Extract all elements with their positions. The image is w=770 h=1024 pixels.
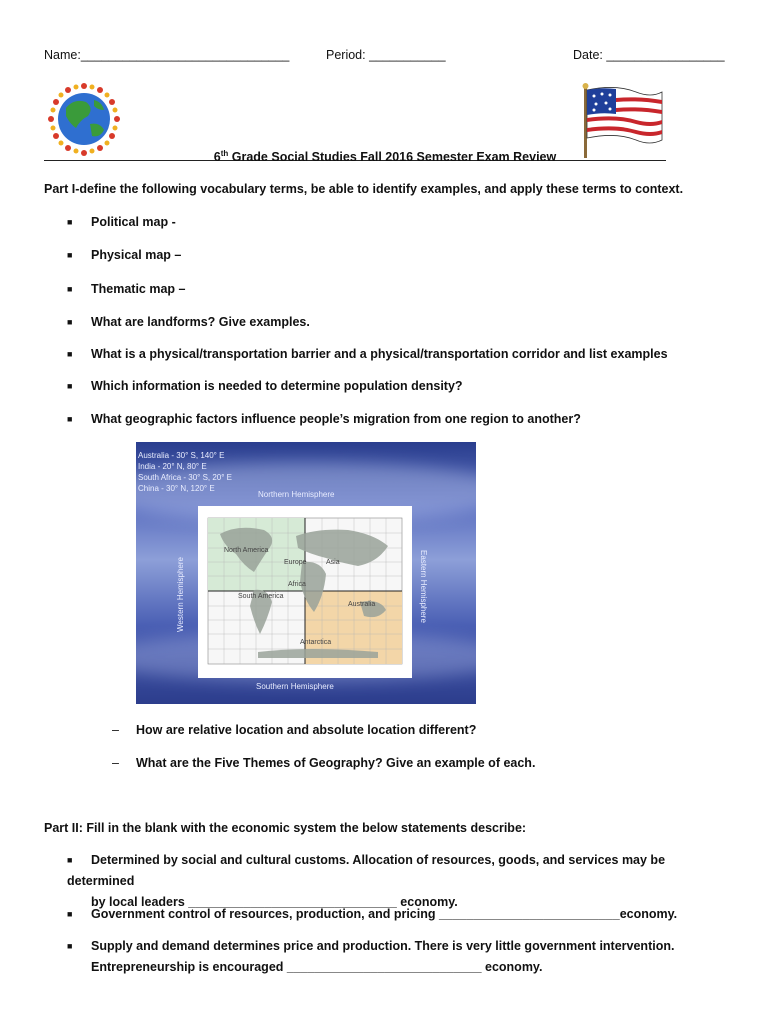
title-grade-suffix: th bbox=[220, 149, 229, 158]
list-item bbox=[67, 936, 727, 978]
world-map-panel bbox=[198, 506, 412, 678]
part2-heading: Part II: Fill in the blank with the economic system the below statements describe: bbox=[44, 821, 527, 835]
list-item bbox=[67, 248, 181, 262]
continent-label: Europe bbox=[284, 559, 307, 566]
list-item-text: What is a physical/transportation barrier and a physical/transportation corridor and list examples bbox=[91, 347, 668, 361]
sub-list-item-text: What are the Five Themes of Geography? Give an example of each. bbox=[136, 756, 536, 770]
dash-bullet-icon: – bbox=[112, 756, 119, 770]
continent-label: South America bbox=[238, 593, 284, 600]
list-item bbox=[67, 412, 581, 426]
list-item-text: What are landforms? Give examples. bbox=[91, 315, 310, 329]
list-item-text-continued: Entrepreneurship is encouraged ____________________________ economy. bbox=[91, 960, 543, 974]
bullet-icon: ■ bbox=[67, 381, 73, 391]
world-map-svg bbox=[198, 506, 412, 678]
dash-bullet-icon: – bbox=[112, 723, 119, 737]
list-item-text: Physical map – bbox=[91, 248, 182, 262]
bullet-icon: ■ bbox=[67, 414, 73, 424]
sub-list-item bbox=[112, 723, 476, 737]
list-item-text: Which information is needed to determine population density? bbox=[91, 379, 463, 393]
continent-label: North America bbox=[224, 547, 269, 554]
hemispheres-map-figure bbox=[136, 442, 476, 704]
sub-list-item-text: How are relative location and absolute location different? bbox=[136, 723, 477, 737]
continent-label: Antarctica bbox=[300, 639, 332, 646]
list-item-text: Thematic map – bbox=[91, 282, 186, 296]
name-field-label: Name:______________________________ bbox=[44, 48, 290, 62]
list-item bbox=[67, 315, 310, 329]
period-field-label: Period: ___________ bbox=[326, 48, 446, 62]
bullet-icon: ■ bbox=[67, 941, 73, 951]
legend-item: India - 20° N, 80° E bbox=[138, 462, 207, 471]
sub-list-item bbox=[112, 756, 535, 770]
legend-item: China - 30° N, 120° E bbox=[138, 484, 215, 493]
southern-hemisphere-label: Southern Hemisphere bbox=[256, 682, 334, 691]
list-item bbox=[67, 282, 185, 296]
continent-label: Asia bbox=[326, 559, 340, 566]
legend-item: Australia - 30° S, 140° E bbox=[138, 451, 225, 460]
list-item-text: Determined by social and cultural customs. Allocation of resources, goods, and services may be determined bbox=[67, 853, 666, 888]
title-grade-number: 6 bbox=[213, 150, 221, 165]
continent-label: Australia bbox=[348, 601, 376, 608]
bullet-icon: ■ bbox=[67, 855, 73, 865]
title-text: Grade Social Studies Fall 2016 Semester Exam Review bbox=[228, 150, 557, 165]
western-hemisphere-label: Western Hemisphere bbox=[176, 557, 185, 632]
list-item-text: Government control of resources, production, and pricing __________________________economy. bbox=[91, 907, 678, 921]
bullet-icon: ■ bbox=[67, 909, 73, 919]
list-item bbox=[67, 379, 463, 393]
bullet-icon: ■ bbox=[67, 349, 73, 359]
list-item-text: Political map - bbox=[91, 215, 176, 229]
globe-children-clipart bbox=[44, 78, 124, 160]
continent-label: Africa bbox=[288, 581, 306, 588]
list-item-text: Supply and demand determines price and production. There is very little government intervention. bbox=[91, 939, 675, 953]
coordinates-legend bbox=[138, 450, 232, 494]
list-item-text-continued: by local leaders ______________________________ economy. bbox=[91, 895, 458, 909]
bullet-icon: ■ bbox=[67, 317, 73, 327]
list-item bbox=[67, 904, 727, 925]
list-item-text: What geographic factors influence people’s migration from one region to another? bbox=[91, 412, 581, 426]
northern-hemisphere-label: Northern Hemisphere bbox=[258, 490, 335, 499]
list-item bbox=[67, 347, 668, 361]
bullet-icon: ■ bbox=[67, 284, 73, 294]
bullet-icon: ■ bbox=[67, 217, 73, 227]
list-item bbox=[67, 215, 176, 229]
part1-heading: Part I-define the following vocabulary terms, be able to identify examples, and apply these terms to context. bbox=[44, 182, 684, 196]
date-field-label: Date: _________________ bbox=[573, 48, 725, 62]
legend-item: South Africa - 30° S, 20° E bbox=[138, 473, 233, 482]
page-title bbox=[0, 149, 770, 164]
eastern-hemisphere-label: Eastern Hemisphere bbox=[419, 550, 428, 623]
bullet-icon: ■ bbox=[67, 250, 73, 260]
